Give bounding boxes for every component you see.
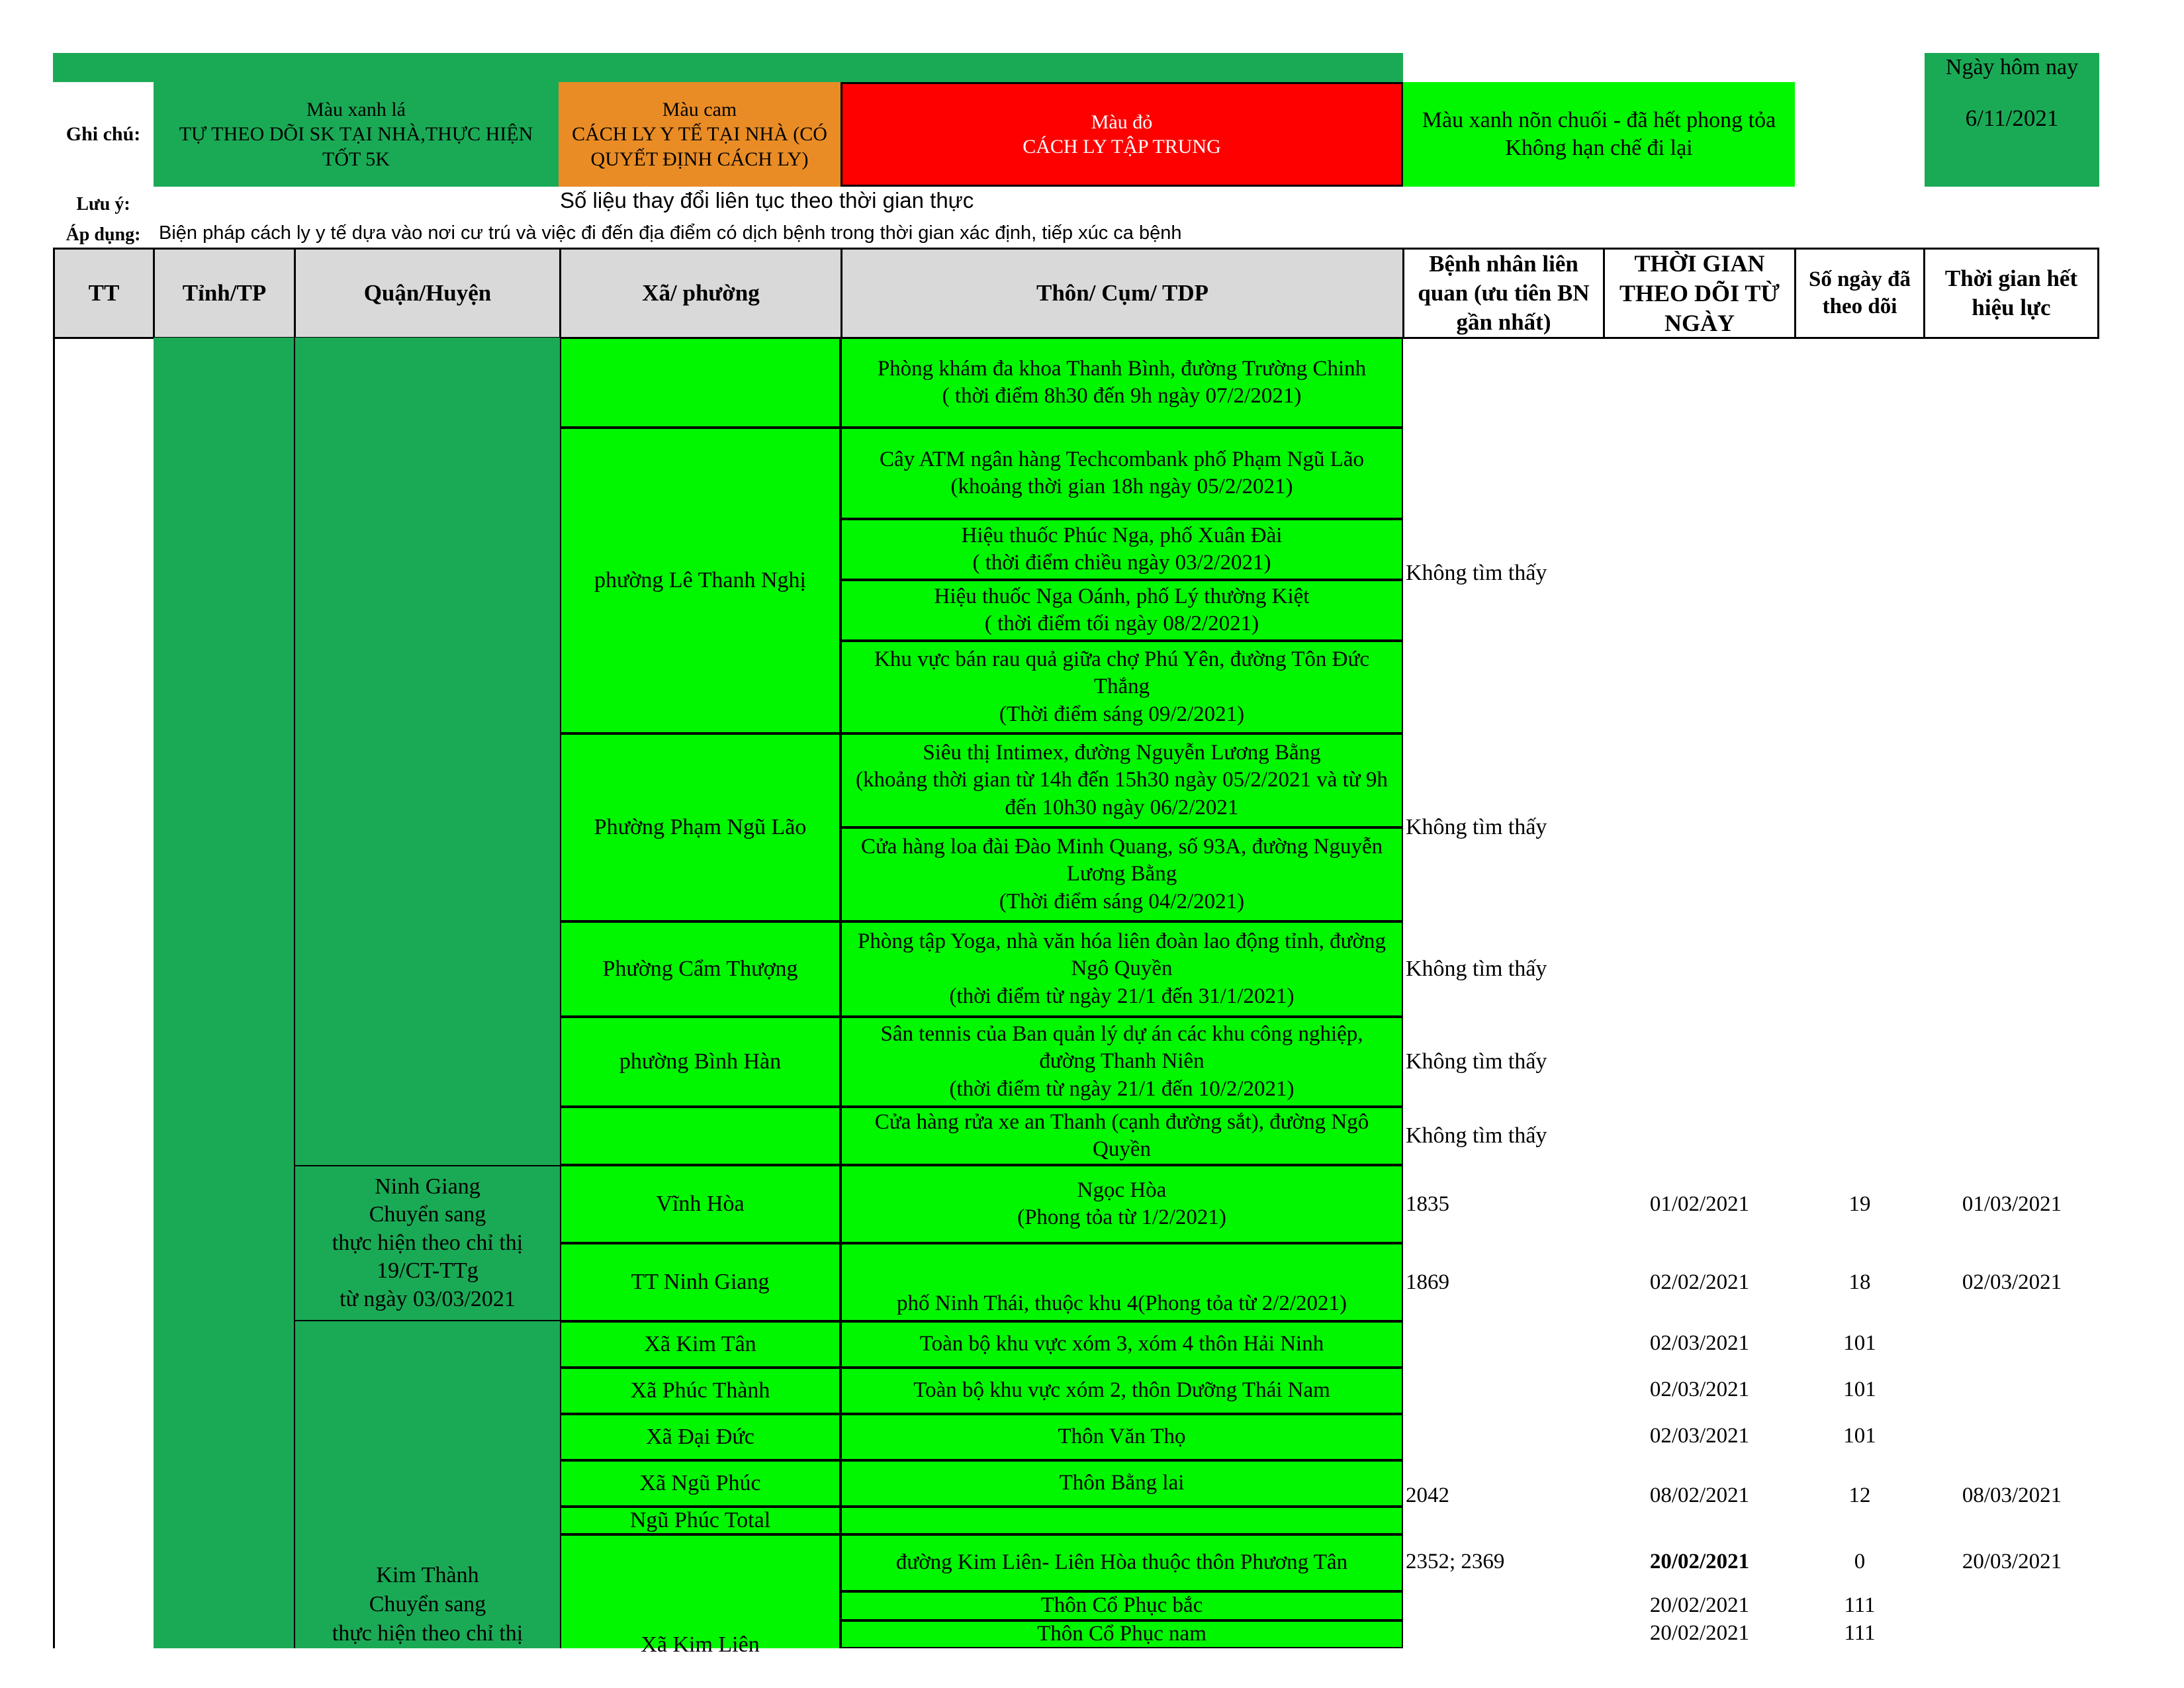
from-ngu-phuc: 08/02/2021 xyxy=(1649,1483,1750,1508)
district-hai-duong xyxy=(295,338,560,1165)
ward-kim-tan: Xã Kim Tân xyxy=(560,1321,841,1368)
header-quan: Quận/Huyện xyxy=(294,248,561,339)
legend-red xyxy=(841,82,1403,187)
exp-vinh-hoa: 01/03/2021 xyxy=(1962,1192,2062,1217)
legend-red-text: CÁCH LY TẬP TRUNG xyxy=(1023,136,1221,158)
from-kim-tan: 02/03/2021 xyxy=(1649,1331,1750,1356)
ward-binh-han: phường Bình Hàn xyxy=(560,1017,841,1107)
from-kim-lien: 20/02/2021 xyxy=(1649,1550,1750,1574)
today-value: 6/11/2021 xyxy=(1965,105,2059,132)
luu-y-label: Lưu ý: xyxy=(76,193,130,214)
bn-kim-lien: 2352; 2369 xyxy=(1406,1550,1505,1574)
ward-tt-ninh-giang: TT Ninh Giang xyxy=(560,1243,841,1321)
header-so-ngay: Số ngày đã theo dõi xyxy=(1794,248,1925,339)
ward-kim-lien-label: Xã Kim Liên xyxy=(641,1632,760,1657)
from-co-phuc-nam: 20/02/2021 xyxy=(1649,1621,1750,1646)
legend-light-green-title: Màu xanh nõn chuối - đã hết phong tỏa xyxy=(1422,107,1776,132)
days-kim-lien: 0 xyxy=(1854,1550,1866,1574)
ward-phuc-thanh: Xã Phúc Thành xyxy=(560,1368,841,1414)
from-phuc-thanh: 02/03/2021 xyxy=(1649,1378,1750,1402)
place-16: Thôn Bằng lai xyxy=(841,1460,1403,1507)
bn-ngu-phuc: 2042 xyxy=(1406,1483,1449,1508)
legend-green-title: Màu xanh lá xyxy=(306,98,406,120)
header-thon: Thôn/ Cụm/ TDP xyxy=(841,248,1404,339)
ward-ngu-phuc: Xã Ngũ Phúc xyxy=(560,1460,841,1507)
days-vinh-hoa: 19 xyxy=(1848,1192,1871,1217)
legend-red-title: Màu đỏ xyxy=(1091,111,1153,133)
days-co-phuc-nam: 111 xyxy=(1844,1621,1876,1646)
province-cell xyxy=(154,338,295,1648)
bn-binh-han: Không tìm thấy xyxy=(1406,1049,1547,1074)
ward-kim-lien xyxy=(560,1534,841,1657)
place-11: Ngọc Hòa (Phong tỏa từ 1/2/2021) xyxy=(841,1165,1403,1243)
place-13: Toàn bộ khu vực xóm 3, xóm 4 thôn Hải Ninh xyxy=(841,1321,1403,1368)
bn-cam-thuong: Không tìm thấy xyxy=(1406,956,1547,981)
days-ninh-giang: 18 xyxy=(1848,1270,1871,1295)
place-17: đường Kim Liên- Liên Hòa thuộc thôn Phương Tân xyxy=(841,1534,1403,1591)
place-3: Hiệu thuốc Phúc Nga, phố Xuân Đài ( thời điểm chiều ngày 03/2/2021) xyxy=(841,519,1403,580)
ward-le-thanh-nghi: phường Lê Thanh Nghị xyxy=(560,428,841,733)
ap-dung-text: Biện pháp cách ly y tế dựa vào nơi cư trú và việc đi đến địa điểm có dịch bệnh trong thời gian xác định, tiếp xúc ca bệnh xyxy=(159,222,1182,244)
place-19: Thôn Cổ Phục nam xyxy=(841,1620,1403,1648)
legend-light-green xyxy=(1403,82,1795,187)
days-dai-duc: 101 xyxy=(1843,1424,1876,1448)
legend-top-bar xyxy=(53,53,1403,82)
header-thoi-gian: THỜI GIAN THEO DÕI TỪ NGÀY xyxy=(1603,248,1796,339)
ward-cam-thuong: Phường Cẩm Thượng xyxy=(560,921,841,1017)
place-6: Siêu thị Intimex, đường Nguyễn Lương Bằng (khoảng thời gian từ 14h đến 15h30 ngày 05/2/2021 và từ 9h đến 10h30 ngày 06/2/2021 xyxy=(841,733,1403,827)
place-1: Phòng khám đa khoa Thanh Bình, đường Trường Chinh ( thời điểm 8h30 đến 9h ngày 07/2/2021) xyxy=(841,338,1403,428)
place-8: Phòng tập Yoga, nhà văn hóa liên đoàn lao động tỉnh, đường Ngô Quyền (thời điểm từ ngày 21/1 đến 31/1/2021) xyxy=(841,921,1403,1017)
legend-orange-title: Màu cam xyxy=(662,98,737,120)
district-kim-thanh-text: Kim Thành Chuyển sang thực hiện theo chỉ thị xyxy=(332,1563,523,1646)
place-blank xyxy=(841,1507,1403,1534)
legend-orange xyxy=(559,82,841,187)
legend-light-green-text: Không hạn chế đi lại xyxy=(1505,136,1693,160)
ghi-chu-label: Ghi chú: xyxy=(66,123,141,146)
days-ngu-phuc: 12 xyxy=(1848,1483,1871,1508)
days-kim-tan: 101 xyxy=(1843,1331,1876,1356)
place-4: Hiệu thuốc Nga Oánh, phố Lý thường Kiệt ( thời điểm tối ngày 08/2/2021) xyxy=(841,580,1403,641)
tt-column xyxy=(53,338,155,1648)
header-benh-nhan: Bệnh nhân liên quan (ưu tiên BN gần nhất) xyxy=(1402,248,1605,339)
bn-vinh-hoa: 1835 xyxy=(1406,1192,1449,1217)
from-co-phuc-bac: 20/02/2021 xyxy=(1649,1593,1750,1618)
legend-orange-text: CÁCH LY Y TẾ TẠI NHÀ (CÓ QUYẾT ĐỊNH CÁCH LY) xyxy=(572,123,827,170)
days-co-phuc-bac: 111 xyxy=(1844,1593,1876,1618)
place-5: Khu vực bán rau quả giữa chợ Phú Yên, đường Tôn Đức Thắng (Thời điểm sáng 09/2/2021) xyxy=(841,641,1403,733)
place-7: Cửa hàng loa đài Đào Minh Quang, số 93A, đường Nguyễn Lương Bằng (Thời điểm sáng 04/2/2021) xyxy=(841,827,1403,921)
ward-ngu-phuc-total: Ngũ Phúc Total xyxy=(560,1507,841,1534)
bn-blank-2: Không tìm thấy xyxy=(1406,1123,1547,1148)
exp-ninh-giang: 02/03/2021 xyxy=(1962,1270,2062,1295)
today-box xyxy=(1925,53,2099,187)
district-ninh-giang: Ninh Giang Chuyển sang thực hiện theo chỉ thị 19/CT-TTg từ ngày 03/03/2021 xyxy=(295,1165,560,1321)
exp-kim-lien: 20/03/2021 xyxy=(1962,1550,2062,1574)
today-label: Ngày hôm nay xyxy=(1945,54,2079,79)
place-12: phố Ninh Thái, thuộc khu 4(Phong tỏa từ 2/2/2021) xyxy=(841,1243,1403,1321)
place-15: Thôn Văn Thọ xyxy=(841,1414,1403,1460)
legend-green xyxy=(154,82,559,187)
days-phuc-thanh: 101 xyxy=(1843,1378,1876,1402)
bn-le-thanh-nghi: Không tìm thấy xyxy=(1406,560,1547,585)
place-9: Sân tennis của Ban quản lý dự án các khu công nghiệp, đường Thanh Niên (thời điểm từ ngày 21/1 đến 10/2/2021) xyxy=(841,1017,1403,1107)
header-tt: TT xyxy=(53,248,155,339)
bn-pham-ngu-lao: Không tìm thấy xyxy=(1406,814,1547,839)
ward-blank-2 xyxy=(560,1107,841,1165)
legend-green-text: TỰ THEO DÕI SK TẠI NHÀ,THỰC HIỆN TỐT 5K xyxy=(179,123,533,170)
ap-dung-label: Áp dụng: xyxy=(66,224,141,245)
district-kim-thanh xyxy=(295,1321,560,1648)
exp-ngu-phuc: 08/03/2021 xyxy=(1962,1483,2062,1508)
ward-dai-duc: Xã Đại Đức xyxy=(560,1414,841,1460)
header-het-hieu-luc: Thời gian hết hiệu lực xyxy=(1923,248,2099,339)
bn-ninh-giang: 1869 xyxy=(1406,1270,1449,1295)
place-10: Cửa hàng rửa xe an Thanh (cạnh đường sắt), đường Ngô Quyền xyxy=(841,1107,1403,1165)
ward-blank-1 xyxy=(560,338,841,428)
ward-vinh-hoa: Vĩnh Hòa xyxy=(560,1165,841,1243)
from-dai-duc: 02/03/2021 xyxy=(1649,1424,1750,1448)
place-14: Toàn bộ khu vực xóm 2, thôn Dưỡng Thái Nam xyxy=(841,1368,1403,1414)
place-18: Thôn Cổ Phục bắc xyxy=(841,1591,1403,1620)
from-ninh-giang: 02/02/2021 xyxy=(1649,1270,1750,1295)
header-xa: Xã/ phường xyxy=(559,248,842,339)
luu-y-text: Số liệu thay đổi liên tục theo thời gian thực xyxy=(560,188,974,212)
place-2: Cây ATM ngân hàng Techcombank phố Phạm Ngũ Lão (khoảng thời gian 18h ngày 05/2/2021) xyxy=(841,428,1403,519)
ward-pham-ngu-lao: Phường Phạm Ngũ Lão xyxy=(560,733,841,921)
header-tinh: Tỉnh/TP xyxy=(153,248,296,339)
from-vinh-hoa: 01/02/2021 xyxy=(1649,1192,1750,1217)
